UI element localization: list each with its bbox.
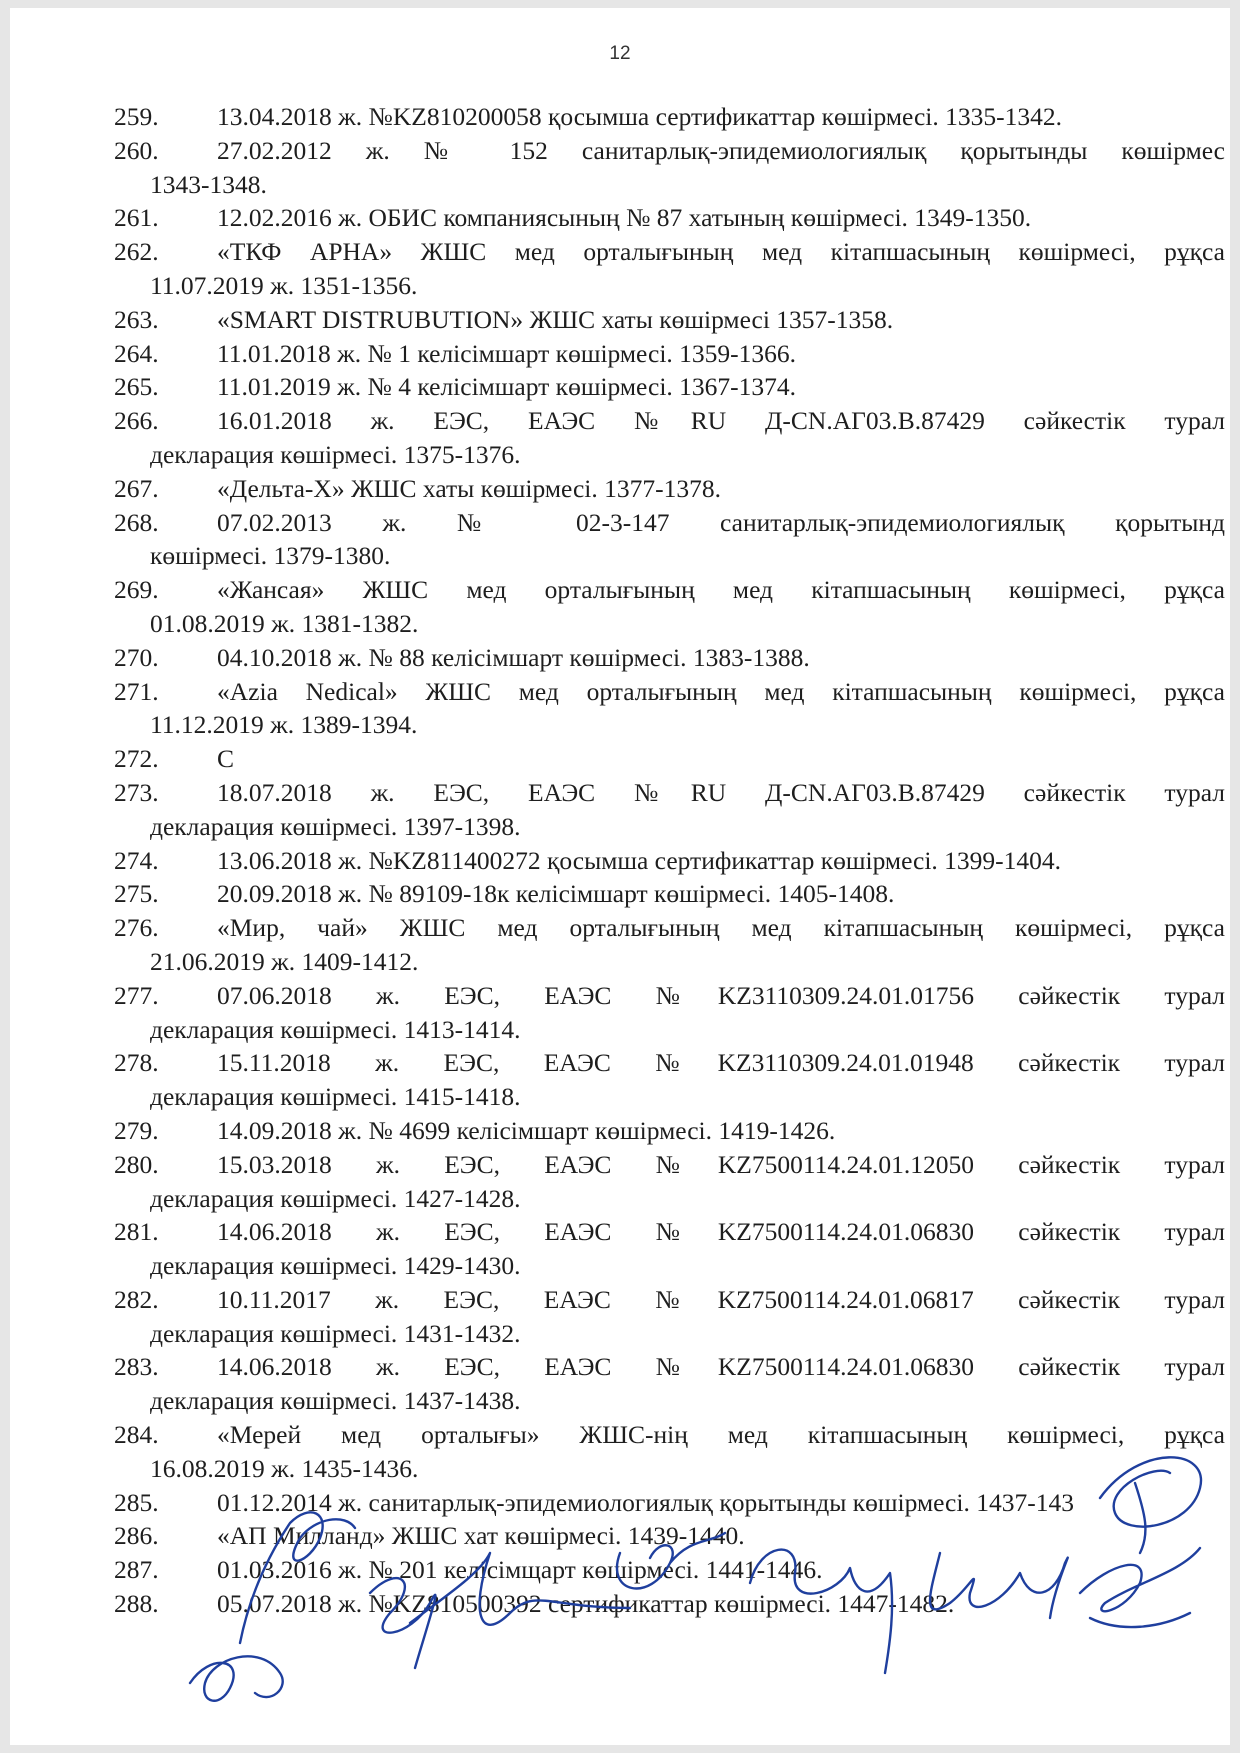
item-text: 07.06.2018 ж. ЕЭС, ЕАЭС №KZ3110309.24.01.01756 сәйкестік турал xyxy=(217,980,1225,1010)
list-item xyxy=(114,641,1225,675)
item-text: «Мерей мед орталығы» ЖШС-нің мед кітапшасының көшірмесі, рұқса xyxy=(217,1420,1225,1450)
item-number: 276. xyxy=(114,913,159,943)
signature-1 xyxy=(190,1512,355,1700)
item-text: 14.06.2018 ж. ЕЭС, ЕАЭС №KZ7500114.24.01.06830 сәйкестік турал xyxy=(217,1217,1225,1247)
item-text-continuation: декларация көшірмесі. 1413-1414. xyxy=(150,1014,521,1044)
item-number: 286. xyxy=(114,1521,159,1551)
list-item xyxy=(114,844,1225,878)
item-text-continuation: 01.08.2019 ж. 1381-1382. xyxy=(150,608,419,638)
list-item xyxy=(114,877,1225,911)
list-item xyxy=(114,776,1225,844)
item-number: 266. xyxy=(114,406,159,436)
item-text: 04.10.2018 ж. № 88 келісімшарт көшірмесі. 1383-1388. xyxy=(217,642,810,672)
item-number: 287. xyxy=(114,1555,159,1585)
signature-6 xyxy=(1080,1548,1200,1627)
list-item xyxy=(114,100,1225,134)
item-number: 285. xyxy=(114,1487,159,1517)
item-text-continuation: 21.06.2019 ж. 1409-1412. xyxy=(150,946,419,976)
list-item xyxy=(114,742,1225,776)
item-text: «Мир, чай» ЖШС мед орталығының мед кітапшасының көшірмесі, рұқса xyxy=(217,913,1225,943)
list-item xyxy=(114,1114,1225,1148)
list-item xyxy=(114,235,1225,303)
item-text-continuation: көшірмесі. 1379-1380. xyxy=(150,541,391,571)
item-text: 13.04.2018 ж. №KZ810200058 қосымша сертификаттар көшірмесі. 1335-1342. xyxy=(217,102,1062,131)
list-item xyxy=(114,1283,1225,1351)
item-text: 27.02.2012 ж. № 152 санитарлық-эпидемиологиялық қорытынды көшірмес xyxy=(217,135,1225,165)
item-text-continuation: 11.12.2019 ж. 1389-1394. xyxy=(150,710,418,740)
item-number: 268. xyxy=(114,507,159,537)
list-item xyxy=(114,370,1225,404)
item-number: 262. xyxy=(114,237,159,267)
item-text-continuation: декларация көшірмесі. 1429-1430. xyxy=(150,1251,521,1281)
item-number: 271. xyxy=(114,676,159,706)
item-number: 277. xyxy=(114,980,159,1010)
item-text: 10.11.2017 ж. ЕЭС, ЕАЭС №KZ7500114.24.01.06817 сәйкестік турал xyxy=(217,1284,1225,1314)
item-text: «Azia Nedical» ЖШС мед орталығының мед кітапшасының көшірмесі, рұқса xyxy=(217,676,1225,706)
item-text: 13.06.2018 ж. №KZ811400272 қосымша сертификаттар көшірмесі. 1399-1404. xyxy=(217,845,1062,875)
item-number: 269. xyxy=(114,575,159,605)
item-text: «Жансая» ЖШС мед орталығының мед кітапшасының көшірмесі, рұқса xyxy=(217,575,1225,605)
item-number: 274. xyxy=(114,845,159,875)
item-number: 273. xyxy=(114,777,159,807)
item-number: 280. xyxy=(114,1149,159,1179)
list-item xyxy=(114,1215,1225,1283)
item-number: 263. xyxy=(114,304,159,334)
item-number: 279. xyxy=(114,1115,159,1145)
list-item xyxy=(114,506,1225,574)
item-number: 261. xyxy=(114,203,159,233)
list-item xyxy=(114,979,1225,1047)
list-item xyxy=(114,1046,1225,1114)
item-text: 01.03.2016 ж. № 201 келісімщарт көшірмесі. 1441-1446. xyxy=(217,1555,823,1585)
item-number: 284. xyxy=(114,1420,159,1450)
list-item xyxy=(114,404,1225,472)
list-item xyxy=(114,303,1225,337)
signatures-area xyxy=(150,1443,1220,1743)
item-text: 15.03.2018 ж. ЕЭС, ЕАЭС №KZ7500114.24.01.12050 сәйкестік турал xyxy=(217,1149,1225,1179)
list-item xyxy=(114,911,1225,979)
list-item xyxy=(114,201,1225,235)
item-number: 259. xyxy=(114,102,159,131)
item-text: «ТКФ АРНА» ЖШС мед орталығының мед кітапшасының көшірмесі, рұқса xyxy=(217,237,1225,267)
signature-3 xyxy=(617,1533,725,1588)
item-text-continuation: декларация көшірмесі. 1431-1432. xyxy=(150,1318,521,1348)
page-number: 12 xyxy=(609,43,631,64)
item-text-continuation: декларация көшірмесі. 1397-1398. xyxy=(150,811,521,841)
item-text-continuation: декларация көшірмесі. 1427-1428. xyxy=(150,1183,521,1213)
item-number: 260. xyxy=(114,135,159,165)
item-text: 18.07.2018 ж. ЕЭС, ЕАЭС №RU Д-CN.АГ03.В.87429 сәйкестік турал xyxy=(217,777,1225,807)
item-number: 281. xyxy=(114,1217,159,1247)
item-text-continuation: 1343-1348. xyxy=(150,169,267,199)
item-number: 275. xyxy=(114,879,159,909)
item-number: 267. xyxy=(114,473,159,503)
item-text-continuation: 16.08.2019 ж. 1435-1436. xyxy=(150,1453,419,1483)
item-text: 14.06.2018 ж. ЕЭС, ЕАЭС №KZ7500114.24.01.06830 сәйкестік турал xyxy=(217,1352,1225,1382)
list-item xyxy=(114,1350,1225,1418)
numbered-list xyxy=(114,100,1225,1621)
item-text-continuation: декларация көшірмесі. 1415-1418. xyxy=(150,1082,521,1112)
item-text: 05.07.2018 ж. №KZ810500392 сертификаттар көшірмесі. 1447-1482. xyxy=(217,1589,955,1619)
item-text-continuation: декларация көшірмесі. 1437-1438. xyxy=(150,1386,521,1416)
list-item xyxy=(114,472,1225,506)
item-text: «Дельта-Х» ЖШС хаты көшірмесі. 1377-1378. xyxy=(217,473,721,503)
item-text: 14.09.2018 ж. № 4699 келісімшарт көшірмесі. 1419-1426. xyxy=(217,1115,836,1145)
item-text: 07.02.2013 ж. № 02-3-147 санитарлық-эпидемиологиялық қорытынд xyxy=(217,507,1225,537)
signature-5 xyxy=(930,1553,1068,1618)
item-number: 288. xyxy=(114,1589,159,1619)
list-item xyxy=(114,1148,1225,1216)
item-text-continuation: 11.07.2019 ж. 1351-1356. xyxy=(150,270,418,300)
list-item xyxy=(114,134,1225,202)
item-number: 283. xyxy=(114,1352,159,1382)
item-text: «АП Милланд» ЖШС хат көшірмесі. 1439-1440. xyxy=(217,1521,745,1551)
item-number: 282. xyxy=(114,1284,159,1314)
signature-4 xyxy=(750,1550,892,1673)
item-text: 16.01.2018 ж. ЕЭС, ЕАЭС №RU Д-CN.АГ03.В.87429 сәйкестік турал xyxy=(217,406,1225,436)
list-item xyxy=(114,675,1225,743)
item-text: 01.12.2014 ж. санитарлық-эпидемиологиялық қорытынды көшірмесі. 1437-143 xyxy=(217,1487,1074,1517)
item-number: 272. xyxy=(114,744,159,774)
item-number: 270. xyxy=(114,642,159,672)
item-text: «SMART DISTRUBUTION» ЖШС хаты көшірмесі 1357-1358. xyxy=(217,304,894,334)
item-text: 11.01.2019 ж. № 4 келісімшарт көшірмесі. 1367-1374. xyxy=(217,372,797,402)
item-text: С xyxy=(217,744,235,774)
item-number: 265. xyxy=(114,372,159,402)
document-page xyxy=(10,8,1230,1745)
item-text-continuation: декларация көшірмесі. 1375-1376. xyxy=(150,439,521,469)
list-item xyxy=(114,573,1225,641)
item-text: 15.11.2018 ж. ЕЭС, ЕАЭС №KZ3110309.24.01.01948 сәйкестік турал xyxy=(217,1048,1225,1078)
signature-2 xyxy=(370,1553,630,1668)
item-text: 20.09.2018 ж. № 89109-18к келісімшарт көшірмесі. 1405-1408. xyxy=(217,879,895,909)
item-text: 12.02.2016 ж. ОБИС компаниясының № 87 хатының көшірмесі. 1349-1350. xyxy=(217,203,1032,233)
item-number: 278. xyxy=(114,1048,159,1078)
item-number: 264. xyxy=(114,338,159,368)
signature-7 xyxy=(1100,1457,1201,1553)
item-text: 11.01.2018 ж. № 1 келісімшарт көшірмесі. 1359-1366. xyxy=(217,338,797,368)
list-item xyxy=(114,337,1225,371)
